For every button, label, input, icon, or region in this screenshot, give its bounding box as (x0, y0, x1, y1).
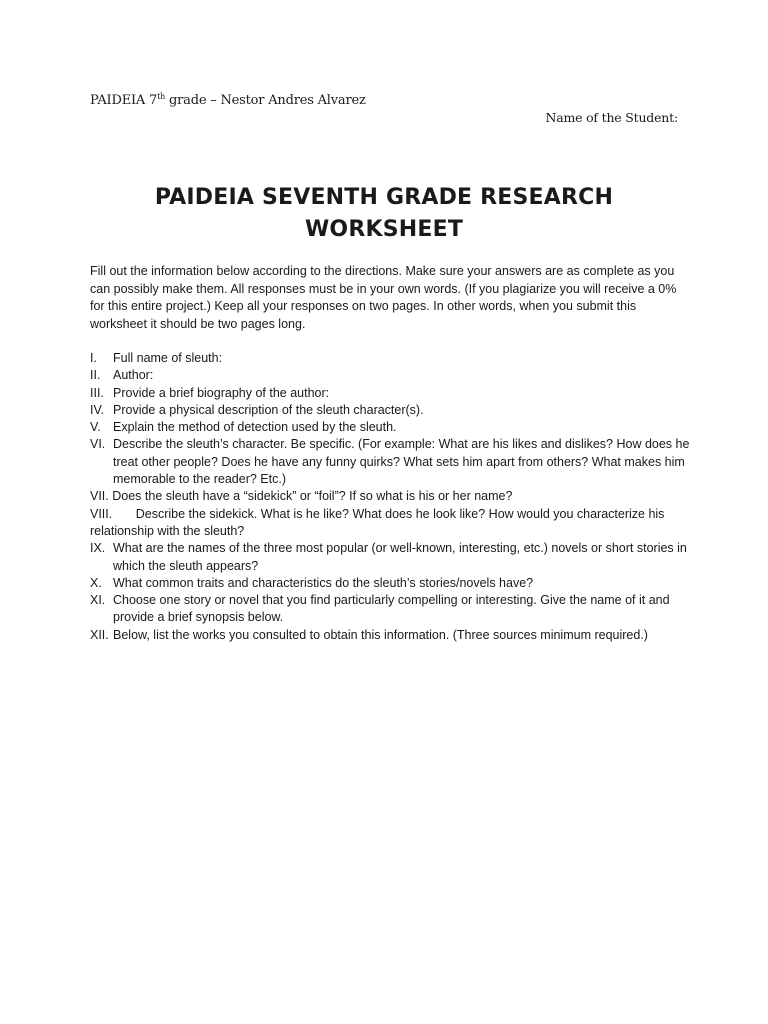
question-text: Author: (113, 368, 154, 383)
question-number: III. (90, 385, 104, 400)
question-item (90, 488, 690, 505)
question-item (90, 402, 690, 419)
question-item (90, 627, 690, 644)
question-number: VII. (90, 489, 109, 504)
student-name-label: Name of the Student: (545, 110, 678, 125)
question-number: VI. (90, 437, 106, 452)
question-text: Provide a physical description of the sleuth character(s). (113, 402, 424, 417)
question-item (90, 506, 690, 541)
course-header-prefix: PAIDEIA 7 (90, 93, 158, 108)
question-item (90, 575, 690, 592)
question-number: IX. (90, 541, 106, 556)
question-item (90, 592, 690, 627)
question-number: IV. (90, 402, 105, 417)
question-text: Choose one story or novel that you find particularly compelling or interesting. Give the name of it and provide a brief synopsis below. (113, 593, 670, 625)
question-text: Provide a brief biography of the author: (113, 385, 330, 400)
question-text: Below, list the works you consulted to obtain this information. (Three sources minimum required.) (113, 627, 648, 642)
question-number: XI. (90, 593, 106, 608)
question-item (90, 350, 690, 367)
question-number: I. (90, 351, 97, 365)
question-number: V. (90, 420, 101, 435)
question-text: Explain the method of detection used by the sleuth. (113, 420, 397, 435)
question-number: X. (90, 575, 102, 590)
question-number: VIII. (90, 506, 113, 521)
question-number: XII. (90, 627, 109, 642)
question-list (90, 350, 690, 644)
question-item (90, 540, 690, 575)
instructions-paragraph: Fill out the information below according to the directions. Make sure your answers are as complete as you can possibly make them. All responses must be in your own words. (If you plagiarize you will receive a 0% for this entire project.) Keep all your responses on two pages. In other words, when you submit this worksheet it should be two pages long. (90, 264, 677, 331)
question-text: What common traits and characteristics do the sleuth’s stories/novels have? (113, 575, 534, 590)
question-text: Describe the sleuth’s character. Be specific. (For example: What are his likes and dislikes? How does he treat other people? Does he have any funny quirks? What sets him apart from others? What makes him memorable to the reader? Etc.) (113, 437, 690, 487)
course-header-suffix: grade – Nestor Andres Alvarez (165, 93, 366, 108)
page-title (90, 182, 678, 246)
question-item (90, 385, 690, 402)
question-item (90, 367, 690, 384)
course-header-superscript: th (157, 92, 166, 101)
course-header (90, 92, 366, 108)
question-item (90, 419, 690, 436)
question-text: Describe the sidekick. What is he like? What does he look like? How would you characterize his relationship with the sleuth? (90, 506, 665, 538)
question-number: II. (90, 368, 101, 383)
question-text: What are the names of the three most popular (or well-known, interesting, etc.) novels or short stories in which the sleuth appears? (113, 541, 687, 573)
question-text: Does the sleuth have a “sidekick” or “foil”? If so what is his or her name? (112, 489, 513, 504)
question-item (90, 436, 690, 488)
page-title-line1: PAIDEIA SEVENTH GRADE RESEARCH (154, 185, 614, 210)
page-title-line2: WORKSHEET (304, 217, 464, 242)
question-text: Full name of sleuth: (113, 351, 223, 365)
